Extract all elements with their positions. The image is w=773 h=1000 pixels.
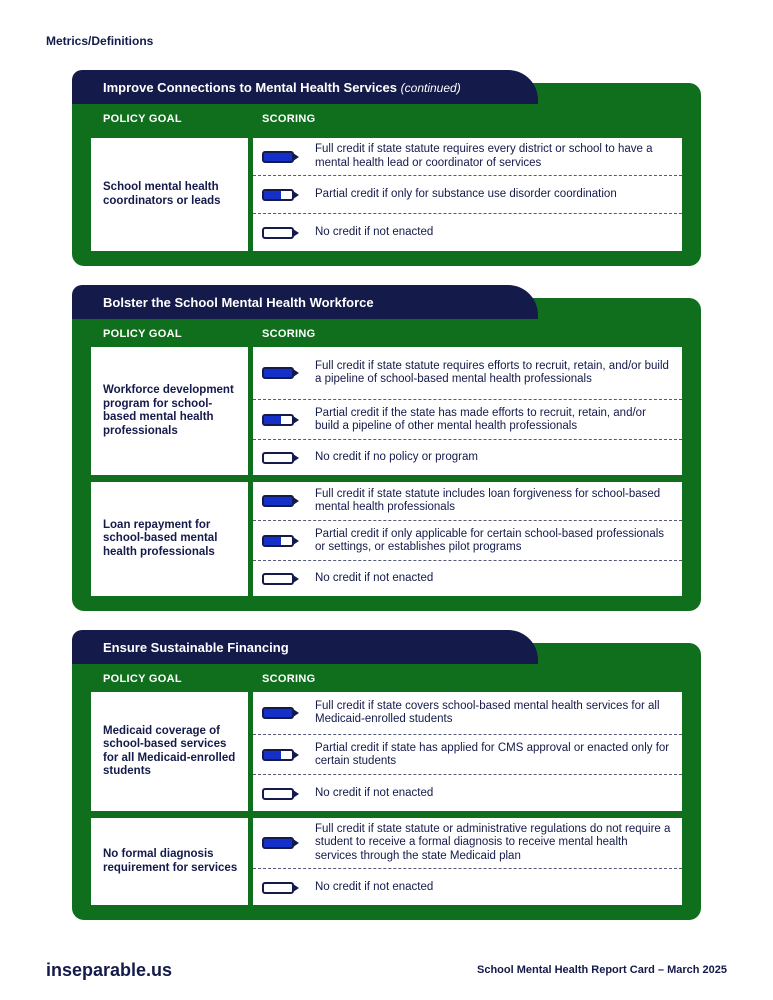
score-text: No credit if not enacted	[315, 226, 434, 239]
full-credit-icon	[262, 367, 300, 379]
score-text: Partial credit if only applicable for certain school-based professionals or settings, or establishes pilot programs	[315, 527, 665, 553]
score-text: No credit if not enacted	[315, 880, 434, 893]
score-row-partial	[253, 399, 682, 440]
no-credit-icon	[262, 573, 300, 585]
no-credit-icon	[262, 882, 300, 894]
score-row-none	[253, 439, 682, 476]
score-row-full	[253, 347, 682, 399]
section-title: Improve Connections to Mental Health Services	[103, 80, 398, 95]
scoring-header: SCORING	[262, 328, 316, 340]
score-row-none	[253, 868, 682, 906]
policy-goal-label: No formal diagnosis requirement for services	[103, 848, 238, 874]
scoring-cell	[253, 818, 682, 905]
scoring-cell	[253, 347, 682, 475]
score-row-partial	[253, 520, 682, 561]
score-row-partial	[253, 734, 682, 775]
section-header	[72, 70, 538, 104]
partial-credit-icon	[262, 535, 300, 547]
section-sustainable-financing	[72, 630, 701, 920]
section-title-suffix: (continued)	[400, 81, 461, 95]
policy-goal-label: Loan repayment for school-based mental health professionals	[103, 518, 218, 558]
footer-site-logo: inseparable.us	[46, 960, 173, 980]
section-title: Ensure Sustainable Financing	[103, 640, 289, 655]
full-credit-icon	[262, 707, 300, 719]
score-row-none	[253, 560, 682, 597]
policy-goal-cell	[91, 138, 248, 251]
policy-goal-header: POLICY GOAL	[103, 673, 182, 685]
full-credit-icon	[262, 837, 300, 849]
section-header	[72, 630, 538, 664]
section-title: Bolster the School Mental Health Workforce	[103, 295, 374, 310]
score-text: Partial credit if only for substance use disorder coordination	[315, 188, 617, 201]
score-text: Partial credit if the state has made efforts to recruit, retain, and/or build a pipeline of other mental health professionals	[315, 406, 646, 432]
score-row-full	[253, 138, 682, 175]
score-row-none	[253, 213, 682, 252]
score-row-full	[253, 482, 682, 520]
score-text: Partial credit if state has applied for CMS approval or enacted only for certain students	[315, 741, 670, 767]
full-credit-icon	[262, 151, 300, 163]
score-row-none	[253, 774, 682, 812]
score-text: No credit if not enacted	[315, 786, 434, 799]
full-credit-icon	[262, 495, 300, 507]
policy-goal-label: School mental health coordinators or leads	[103, 181, 221, 207]
policy-goal-cell	[91, 692, 248, 811]
no-credit-icon	[262, 227, 300, 239]
scoring-header: SCORING	[262, 113, 316, 125]
score-text: Full credit if state statute includes loan forgiveness for school-based mental health professionals	[315, 487, 661, 513]
policy-goal-label: Medicaid coverage of school-based services for all Medicaid-enrolled students	[103, 724, 236, 777]
section-improve-connections	[72, 70, 701, 266]
scoring-cell	[253, 138, 682, 251]
no-credit-icon	[262, 452, 300, 464]
score-text: No credit if not enacted	[315, 572, 434, 585]
policy-goal-header: POLICY GOAL	[103, 328, 182, 340]
scoring-cell	[253, 692, 682, 811]
score-text: Full credit if state statute requires efforts to recruit, retain, and/or build a pipeline of school-based mental health professionals	[315, 359, 669, 385]
partial-credit-icon	[262, 414, 300, 426]
score-text: Full credit if state statute requires every district or school to have a mental health lead or coordinator of services	[315, 143, 653, 169]
section-bolster-workforce	[72, 285, 701, 611]
score-row-full	[253, 692, 682, 734]
section-header	[72, 285, 538, 319]
scoring-header: SCORING	[262, 673, 316, 685]
policy-goal-cell	[91, 818, 248, 905]
score-text: No credit if no policy or program	[315, 451, 478, 464]
footer-report-title: School Mental Health Report Card – March 2025	[476, 964, 727, 976]
policy-goal-cell	[91, 482, 248, 596]
partial-credit-icon	[262, 749, 300, 761]
scoring-cell	[253, 482, 682, 596]
score-text: Full credit if state statute or administrative regulations do not require a student to receive a formal diagnosis to receive mental health services through the state Medicaid plan	[315, 823, 671, 862]
policy-goal-label: Workforce development program for school-based mental health professionals	[103, 384, 234, 437]
policy-goal-cell	[91, 347, 248, 475]
page-label: Metrics/Definitions	[46, 34, 154, 48]
score-text: Full credit if state covers school-based mental health services for all Medicaid-enrolled students	[315, 699, 660, 725]
partial-credit-icon	[262, 189, 300, 201]
policy-goal-header: POLICY GOAL	[103, 113, 182, 125]
no-credit-icon	[262, 788, 300, 800]
score-row-partial	[253, 175, 682, 214]
score-row-full	[253, 818, 682, 868]
